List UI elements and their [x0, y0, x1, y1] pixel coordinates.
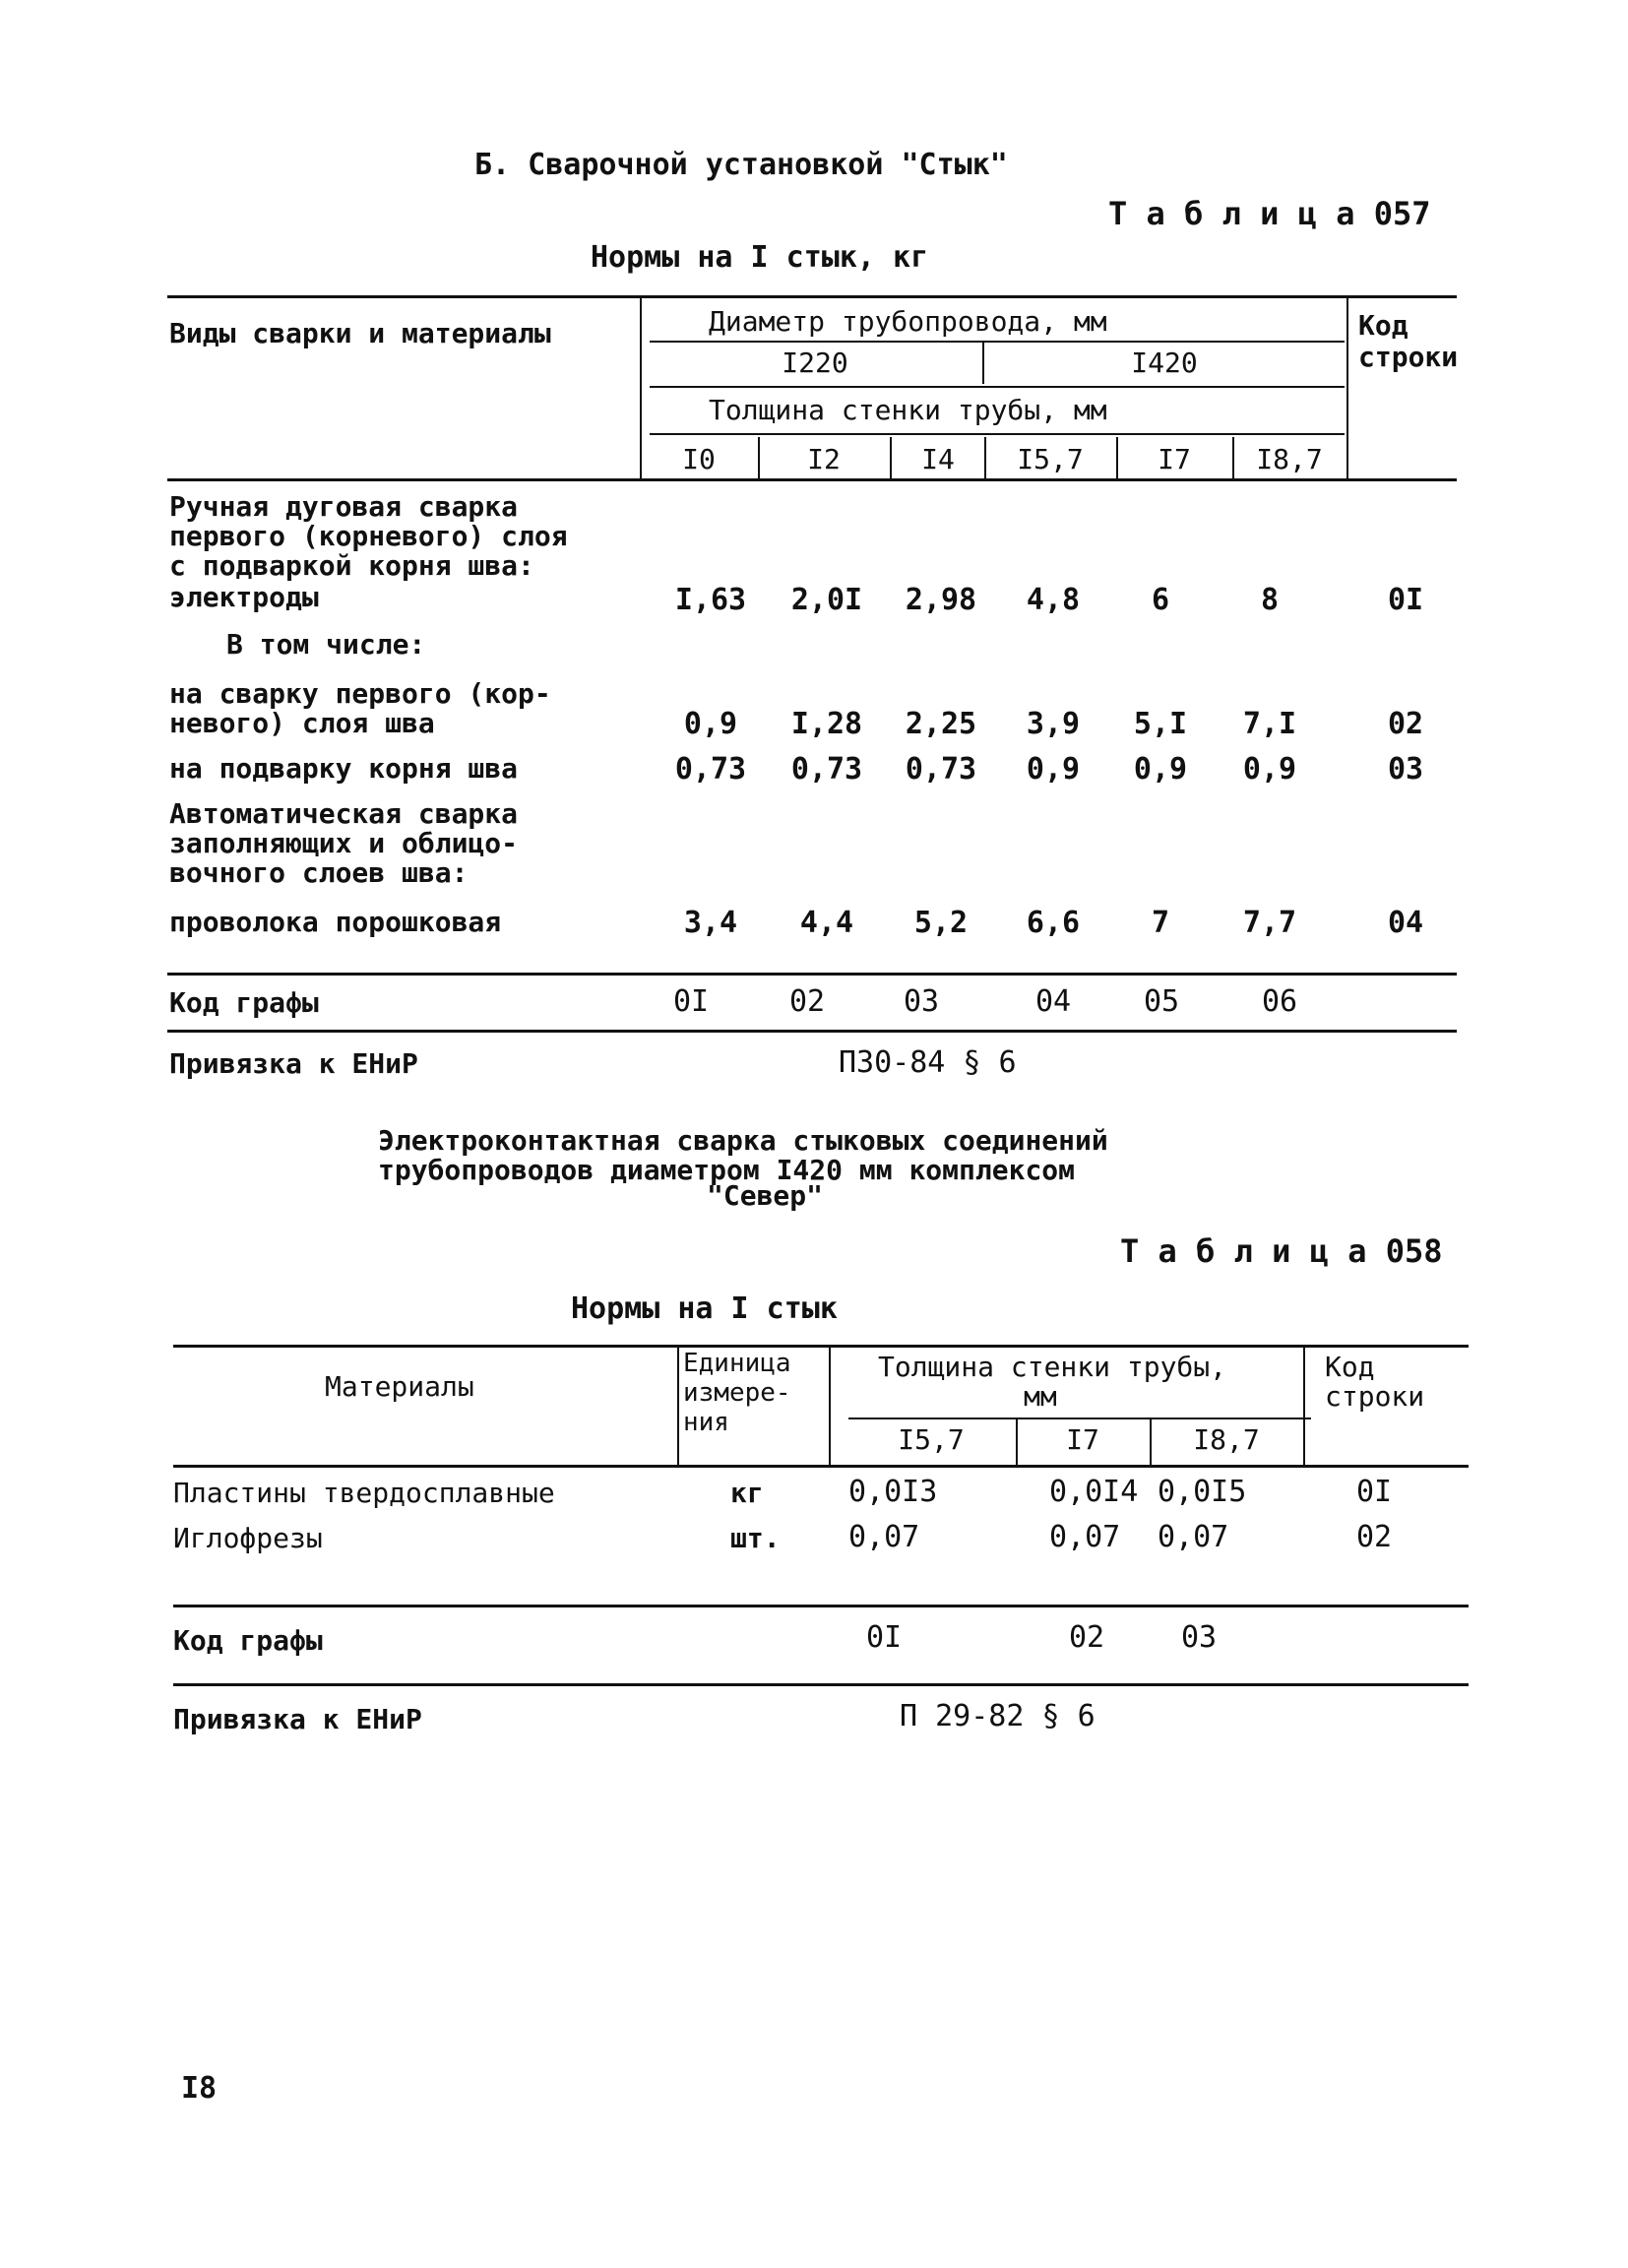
t057-code-3: 03 [903, 984, 940, 1019]
t058-title-l3: "Север" [707, 1179, 824, 1212]
t057-wire-v2: 4,4 [799, 906, 854, 940]
t057-top-rule [167, 295, 1457, 298]
t058-rule-thickness [848, 1418, 1311, 1419]
t057-wire-v3: 5,2 [913, 906, 969, 940]
t057-first-v6: 7,I [1242, 707, 1297, 741]
t058-header-unit-l3: ния [683, 1408, 729, 1437]
t057-manual-v5: 6 [1151, 583, 1170, 617]
t057-row-wire: проволока порошковая [169, 906, 502, 938]
t057-root-v4: 0,9 [1026, 752, 1081, 787]
t057-header-d2: I420 [1131, 346, 1198, 379]
t057-incl: В том числе: [226, 628, 426, 661]
t057-row-first-l2: невого) слоя шва [169, 707, 435, 739]
t057-header-code1: Код [1358, 309, 1409, 342]
t058-row1-name: Пластины твердосплавные [173, 1477, 555, 1509]
t058-col-17: I7 [1066, 1423, 1099, 1456]
t058-header-thickness-l1: Толщина стенки трубы, [878, 1351, 1227, 1383]
t058-code-2: 02 [1069, 1620, 1105, 1655]
t058-code-bottom-rule [173, 1683, 1469, 1686]
t058-code-1: 0I [866, 1620, 903, 1655]
t057-rule-d [650, 386, 1345, 388]
t058-title-l2: трубопроводов диаметром I420 мм комплексом [378, 1154, 1076, 1186]
t058-vline-2 [829, 1345, 831, 1465]
t058-header-thickness-l2: мм [1024, 1380, 1057, 1413]
t057-first-code: 02 [1388, 707, 1424, 741]
t057-wire-v4: 6,6 [1026, 906, 1081, 940]
t057-manual-v3: 2,98 [905, 583, 977, 617]
t057-root-v1: 0,73 [674, 752, 747, 787]
t057-col-10: I0 [682, 443, 716, 475]
t058-row1-v1: 0,0I3 [848, 1475, 938, 1509]
table-057-norms: Нормы на I стык, кг [591, 240, 929, 275]
t057-code-top-rule [167, 973, 1457, 976]
t058-row2-code: 02 [1356, 1520, 1393, 1554]
t057-code-1: 0I [672, 984, 710, 1019]
t057-binding-value: П30-84 § 6 [839, 1045, 1017, 1080]
t057-vline-right [1346, 295, 1348, 478]
section-title: Б. Сварочной установкой "Стык" [474, 148, 1008, 182]
t057-first-v2: I,28 [790, 707, 863, 741]
t057-row-first-l1: на сварку первого (кор- [169, 677, 551, 710]
t058-row1-code: 0I [1356, 1475, 1393, 1509]
t057-col-187: I8,7 [1256, 443, 1323, 475]
t057-col-17: I7 [1158, 443, 1191, 475]
t057-code-6: 06 [1261, 984, 1298, 1019]
t057-row-manual-l3: с подваркой корня шва: [169, 549, 534, 582]
t057-row-auto-l3: вочного слоев шва: [169, 856, 469, 889]
t058-binding-label: Привязка к ЕНиР [173, 1703, 422, 1735]
t057-root-v2: 0,73 [790, 752, 863, 787]
t058-row1-v2: 0,0I4 [1049, 1475, 1139, 1509]
table-058-label: Т а б л и ц а 058 [1120, 1232, 1443, 1270]
t057-header-d1: I220 [782, 346, 848, 379]
t058-header-bottom-rule [173, 1465, 1469, 1468]
t057-first-v3: 2,25 [905, 707, 977, 741]
t058-row2-v1: 0,07 [848, 1520, 920, 1554]
t057-row-auto-l1: Автоматическая сварка [169, 797, 519, 830]
t057-wire-v6: 7,7 [1242, 906, 1297, 940]
t057-row-root: на подварку корня шва [169, 752, 519, 785]
table-058-norms: Нормы на I стык [571, 1292, 838, 1326]
t058-row2-v2: 0,07 [1049, 1520, 1121, 1554]
page-number: I8 [181, 2071, 218, 2106]
t057-manual-v6: 8 [1260, 583, 1280, 617]
t057-row-auto-l2: заполняющих и облицо- [169, 827, 519, 859]
t057-wire-v1: 3,4 [683, 906, 738, 940]
t057-header-diameter: Диаметр трубопровода, мм [709, 305, 1107, 338]
t057-code-4: 04 [1034, 984, 1072, 1019]
t057-header-thickness: Толщина стенки трубы, мм [709, 394, 1107, 426]
t057-root-v5: 0,9 [1133, 752, 1188, 787]
t057-manual-v4: 4,8 [1026, 583, 1081, 617]
t058-header-code2: строки [1325, 1380, 1425, 1413]
t058-header-unit-l1: Единица [683, 1349, 791, 1378]
t057-root-code: 03 [1388, 752, 1424, 787]
t058-vline-1 [677, 1345, 679, 1465]
t058-row2-name: Иглофрезы [173, 1522, 323, 1554]
t057-root-v3: 0,73 [905, 752, 977, 787]
table-057-label: Т а б л и ц а 057 [1108, 195, 1431, 232]
t058-col-code-label: Код графы [173, 1624, 323, 1657]
t058-header-materials: Материалы [325, 1370, 474, 1403]
t058-header-unit-l2: измере- [683, 1378, 791, 1408]
t057-manual-code: 0I [1388, 583, 1424, 617]
t058-row2-v3: 0,07 [1158, 1520, 1229, 1554]
t058-code-top-rule [173, 1605, 1469, 1607]
t057-first-v5: 5,I [1133, 707, 1188, 741]
t057-wire-code: 04 [1388, 906, 1424, 940]
t058-top-rule [173, 1345, 1469, 1348]
t057-col-157: I5,7 [1017, 443, 1084, 475]
t058-row1-v3: 0,0I5 [1158, 1475, 1247, 1509]
t057-col-12: I2 [807, 443, 841, 475]
t057-row-manual-l1: Ручная дуговая сварка [169, 490, 519, 523]
t058-col-157: I5,7 [898, 1423, 965, 1456]
t057-rule-thickness [650, 433, 1345, 435]
t057-row-manual-l2: первого (корневого) слоя [169, 520, 568, 552]
t057-col-14: I4 [921, 443, 955, 475]
t057-header-code2: строки [1358, 341, 1459, 373]
t057-rule-diameter [650, 341, 1345, 343]
t057-code-2: 02 [788, 984, 826, 1019]
t057-first-v4: 3,9 [1026, 707, 1081, 741]
t057-binding-label: Привязка к ЕНиР [169, 1047, 418, 1080]
t057-row-manual-l4: электроды [169, 581, 319, 613]
t058-title-l1: Электроконтактная сварка стыковых соединений [378, 1124, 1108, 1157]
t057-header-kinds: Виды сварки и материалы [169, 317, 551, 349]
t058-code-3: 03 [1181, 1620, 1218, 1655]
t057-manual-v2: 2,0I [790, 583, 863, 617]
t057-col-code-label: Код графы [169, 986, 319, 1019]
t058-header-code1: Код [1325, 1351, 1375, 1383]
t057-root-v6: 0,9 [1242, 752, 1297, 787]
t057-header-bottom-rule [167, 478, 1457, 481]
t058-col-187: I8,7 [1193, 1423, 1260, 1456]
t058-vline-3 [1303, 1345, 1305, 1465]
t057-wire-v5: 7 [1151, 906, 1170, 940]
t058-binding-value: П 29-82 § 6 [900, 1699, 1096, 1733]
t057-manual-v1: I,63 [674, 583, 747, 617]
t058-row1-unit: кг [730, 1477, 764, 1509]
t057-code-bottom-rule [167, 1030, 1457, 1033]
t057-code-5: 05 [1143, 984, 1180, 1019]
t057-first-v1: 0,9 [683, 707, 738, 741]
t058-row2-unit: шт. [730, 1522, 781, 1554]
